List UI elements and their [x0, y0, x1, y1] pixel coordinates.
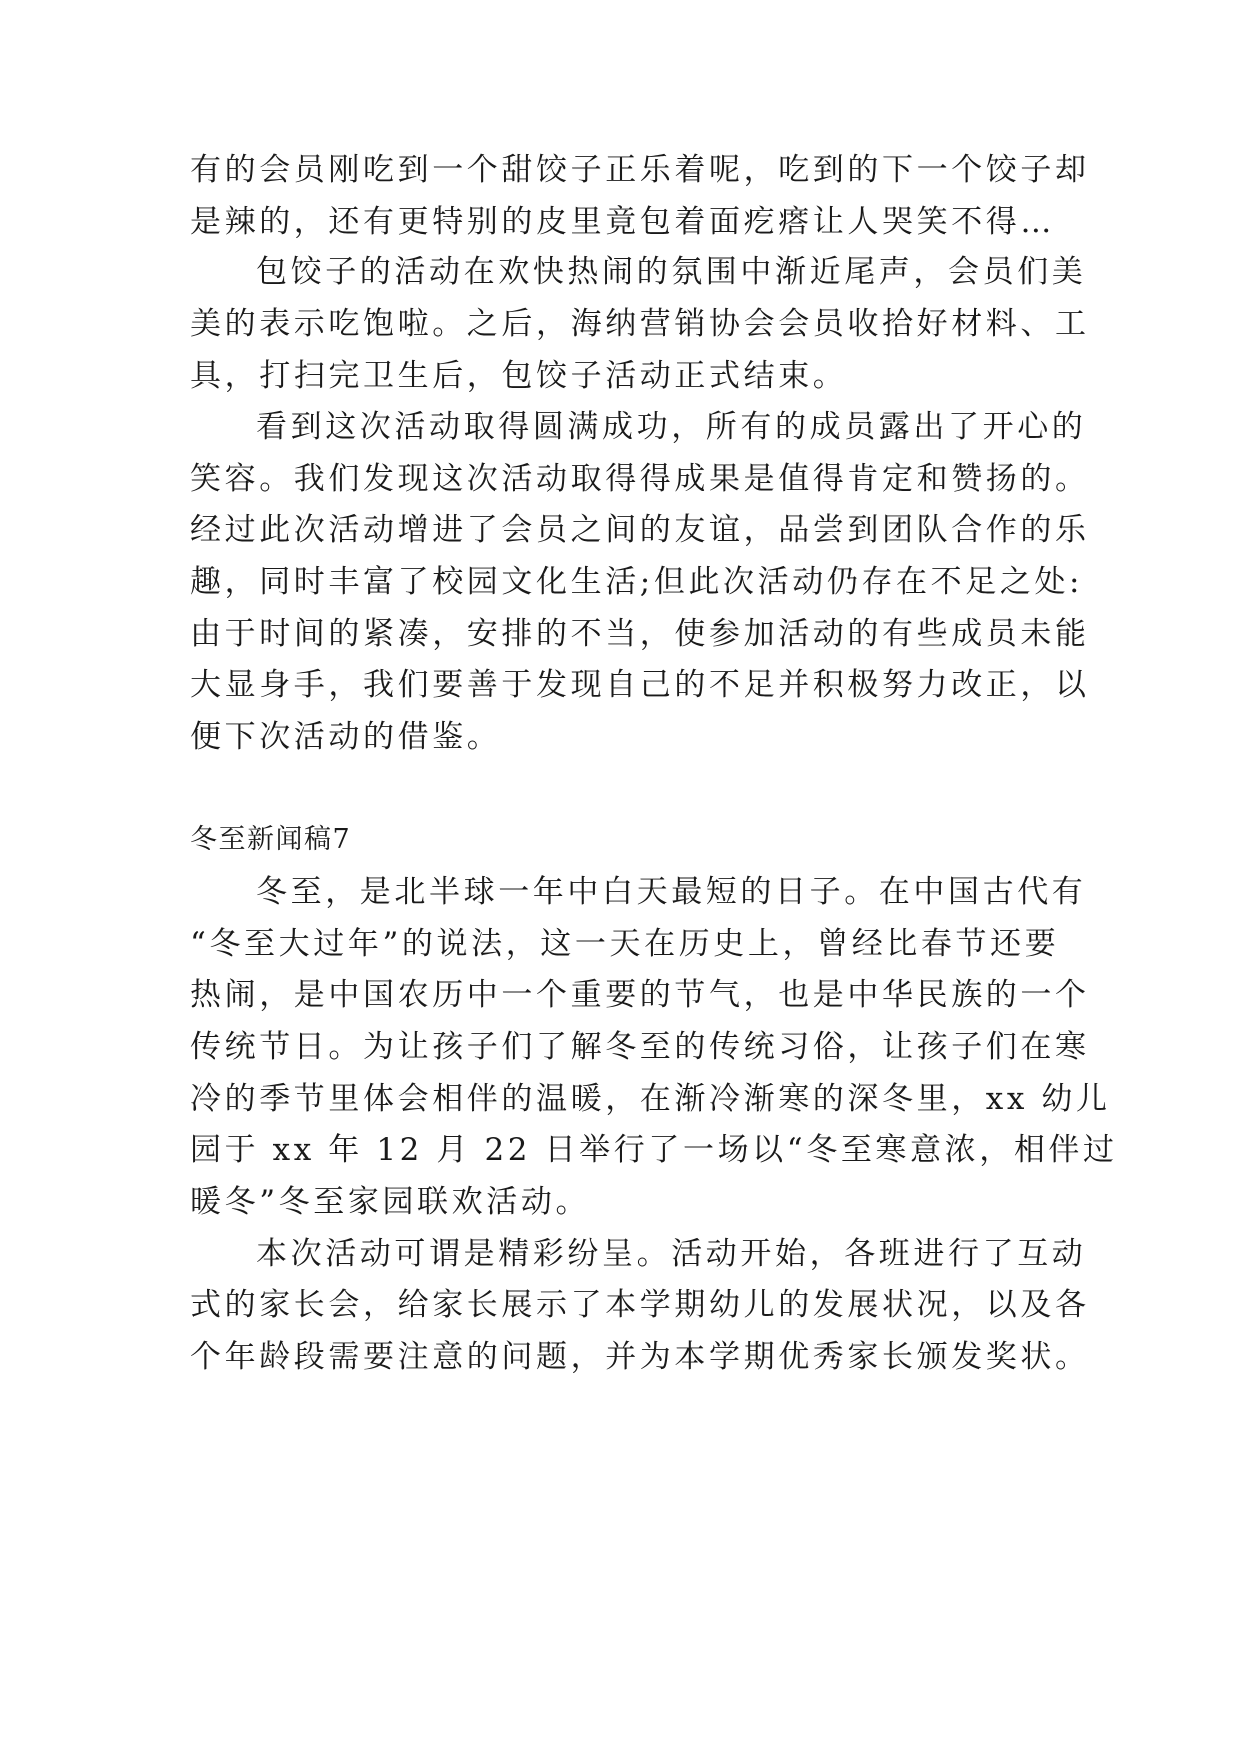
paragraph-3-line: 园于 xx 年 12 月 22 日举行了一场以“冬至寒意浓，相伴过: [190, 1132, 1118, 1168]
paragraph-2-line: 经过此次活动增进了会员之间的友谊，品尝到团队合作的乐: [190, 512, 1090, 548]
paragraph-1-line: 美的表示吃饱啦。之后，海纳营销协会会员收拾好材料、工: [190, 306, 1090, 342]
section-heading: 冬至新闻稿7: [190, 824, 352, 855]
paragraph-2-line: 由于时间的紧凑，安排的不当，使参加活动的有些成员未能: [190, 616, 1090, 652]
paragraph-3-line: 暖冬”冬至家园联欢活动。: [190, 1184, 591, 1220]
paragraph-2-line: 大显身手，我们要善于发现自己的不足并积极努力改正，以: [190, 667, 1090, 703]
paragraph-3-line: 冷的季节里体会相伴的温暖，在渐冷渐寒的深冬里，xx 幼儿: [190, 1081, 1111, 1117]
paragraph-1-line: 具，打扫完卫生后，包饺子活动正式结束。: [190, 358, 848, 394]
paragraph-3-line: “冬至大过年”的说法，这一天在历史上，曾经比春节还要: [190, 926, 1060, 962]
continuation-line: 有的会员刚吃到一个甜饺子正乐着呢，吃到的下一个饺子却: [190, 152, 1090, 188]
paragraph-1-line: 包饺子的活动在欢快热闹的氛围中渐近尾声，会员们美: [256, 254, 1087, 290]
paragraph-3-line: 冬至，是北半球一年中白天最短的日子。在中国古代有: [256, 874, 1087, 910]
paragraph-3-line: 传统节日。为让孩子们了解冬至的传统习俗，让孩子们在寒: [190, 1029, 1090, 1065]
continuation-line: 是辣的，还有更特别的皮里竟包着面疙瘩让人哭笑不得…: [190, 204, 1055, 240]
paragraph-2-line: 笑容。我们发现这次活动取得得成果是值得肯定和赞扬的。: [190, 461, 1090, 497]
paragraph-2-line: 便下次活动的借鉴。: [190, 719, 502, 755]
paragraph-2-line: 趣，同时丰富了校园文化生活;但此次活动仍存在不足之处:: [190, 564, 1084, 600]
paragraph-4-line: 式的家长会，给家长展示了本学期幼儿的发展状况，以及各: [190, 1287, 1090, 1323]
paragraph-4-line: 个年龄段需要注意的问题，并为本学期优秀家长颁发奖状。: [190, 1339, 1090, 1375]
paragraph-2-line: 看到这次活动取得圆满成功，所有的成员露出了开心的: [256, 409, 1087, 445]
paragraph-4-line: 本次活动可谓是精彩纷呈。活动开始，各班进行了互动: [256, 1236, 1087, 1272]
paragraph-3-line: 热闹，是中国农历中一个重要的节气，也是中华民族的一个: [190, 977, 1090, 1013]
